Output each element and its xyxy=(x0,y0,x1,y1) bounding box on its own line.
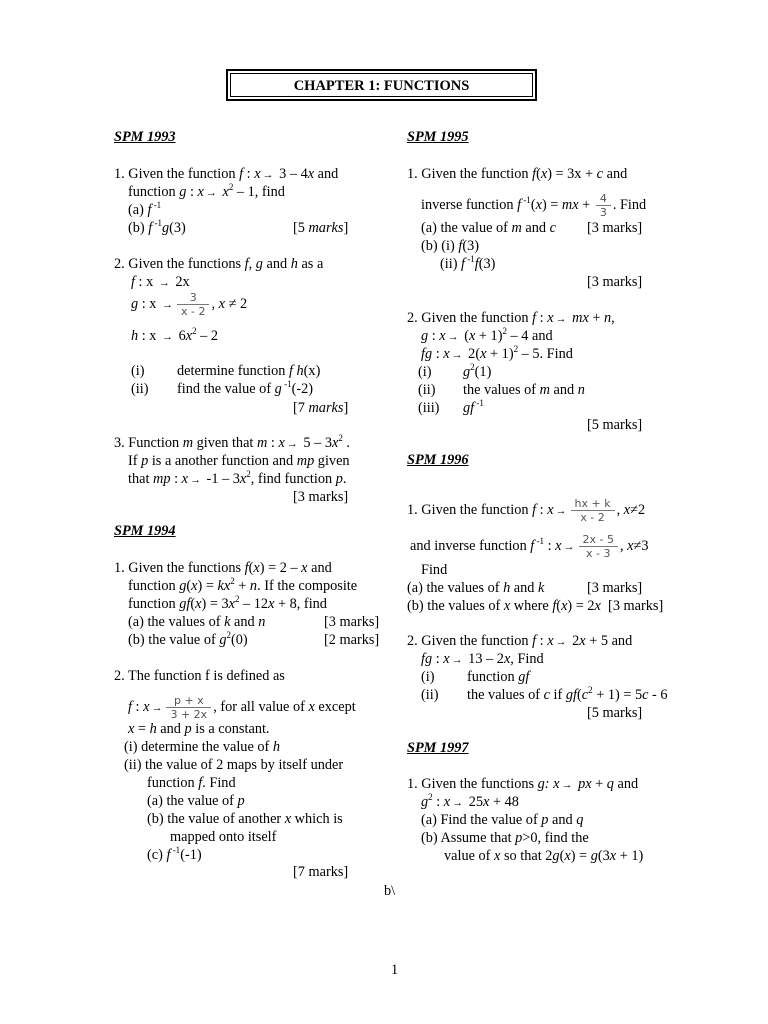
question-part-b: (b) f $^{-1}$g(3) xyxy=(128,218,186,236)
section-heading-spm-1994: SPM 1994 xyxy=(114,523,176,539)
arrow-icon: → xyxy=(205,187,217,199)
marks-label: [3 marks] xyxy=(587,580,643,596)
question-line: 2. Given the functions f, g and h as a xyxy=(114,256,324,272)
question-line: h : $x \to 6x^2 - 2$ xyxy=(131,326,219,344)
question-part-b: (b) (i) f(3) xyxy=(421,238,479,254)
arrow-icon: → xyxy=(451,349,463,361)
question-line: function $gf(x) = 3x^2 - 12x + 8$, find xyxy=(128,594,327,612)
arrow-icon: → xyxy=(162,298,173,311)
arrow-icon: → xyxy=(451,654,463,666)
section-heading-spm-1996: SPM 1996 xyxy=(407,452,469,468)
section-heading-spm-1997: SPM 1997 xyxy=(407,740,469,756)
question-line: f : x → $\frac{p + x}{3 + 2x}$ , for all value of x except xyxy=(128,694,356,721)
question-line: value of x so that 2g(x) = g(3x + 1) xyxy=(444,848,644,864)
question-part-a: (a) the value of m and c xyxy=(421,220,556,236)
section-heading-spm-1993: SPM 1993 xyxy=(114,129,176,145)
question-part-ii-text: the values of c if $gf(c^2 + 1) = 5c - 6$ xyxy=(467,685,668,703)
question-line: fg : $x \to 2(x + 1)^2 - 5$. Find xyxy=(421,344,573,362)
question-part-i-text: $g^2(1)$ xyxy=(463,362,492,380)
question-part-b: (b) the value of $g^2(0)$ xyxy=(128,630,248,648)
question-part-i: (i) xyxy=(418,364,432,380)
question-line: that mp : $x \to -1 - 3x^2$, find function p. xyxy=(128,469,347,487)
question-line: 2. Given the function f : x → mx + n, xyxy=(407,310,615,326)
marks-label: [5 marks] xyxy=(587,705,643,721)
marks-label: [3 marks] xyxy=(600,598,664,614)
question-part-ii-text: the values of m and n xyxy=(463,382,585,398)
question-line: 1. Given the functions g: x → px + q and xyxy=(407,776,639,792)
arrow-icon: → xyxy=(555,636,567,648)
marks-label: [5 marks] xyxy=(293,220,349,236)
question-part-a: (a) the value of p xyxy=(147,793,245,809)
marks-label: [5 marks] xyxy=(587,417,643,433)
question-part-iii: (iii) xyxy=(418,400,440,416)
question-part-iii-text: gf $^{-1}$ xyxy=(463,398,484,416)
question-part-a: (a) f $^{-1}$ xyxy=(128,200,162,218)
arrow-icon: → xyxy=(555,504,567,517)
question-part-ii: (ii) xyxy=(421,687,439,703)
question-line: 1. Given the function f : x → $\frac{hx + k}{x - 2}$ , x≠2 xyxy=(407,497,646,524)
question-line: Find xyxy=(421,562,448,578)
arrow-icon: → xyxy=(452,797,464,809)
fraction: $\frac{p + x}{3 + 2x}$ xyxy=(166,694,211,721)
arrow-icon: → xyxy=(447,331,459,343)
question-line: g : $x \to (x + 1)^2 - 4$ and xyxy=(421,326,553,344)
arrow-icon: → xyxy=(555,313,567,325)
marks-label: [3 marks] xyxy=(587,274,643,290)
marks-label: [7 marks] xyxy=(293,400,349,416)
question-line: 1. Given the function f : x → 3 – 4x and xyxy=(114,166,339,182)
stray-text: b\ xyxy=(384,883,396,899)
question-part-a: (a) the values of k and n xyxy=(128,614,266,630)
arrow-icon: → xyxy=(162,331,173,343)
question-line: function g : $x \to x^2 - 1$, find xyxy=(128,182,285,200)
question-line: 3. Function m given that m : $x \to 5 - 3x^2$ . xyxy=(114,433,350,451)
question-part-b: (b) the value of another x which is xyxy=(147,811,343,827)
arrow-icon: → xyxy=(189,474,201,486)
marks-label: [3 marks] xyxy=(324,614,380,630)
question-part-ii: (ii) xyxy=(418,382,436,398)
question-part-b: (b) the values of x where f(x) = 2x [3 marks] xyxy=(407,598,664,614)
question-line: mapped onto itself xyxy=(170,829,277,845)
question-part-i-text: determine function f h(x) xyxy=(177,363,321,379)
marks-label: [3 marks] xyxy=(587,220,643,236)
question-part-ii-text: find the value of g $^{-1}$(-2) xyxy=(177,379,314,397)
fraction: $\frac{3}{x - 2}$ xyxy=(177,291,209,318)
question-line: g : x → $\frac{3}{x - 2}$ , x ≠ 2 xyxy=(131,291,248,318)
question-part-i-text: function gf xyxy=(467,669,530,685)
question-part-b-ii: (ii) f $^{-1}$f(3) xyxy=(440,254,496,272)
marks-label: [2 marks] xyxy=(324,632,380,648)
arrow-icon: → xyxy=(158,277,170,289)
fraction: $\frac{2x - 5}{x - 3}$ xyxy=(579,533,618,560)
question-line: fg : x → 13 – 2x, Find xyxy=(421,651,544,667)
question-line: 1. Given the functions f(x) = 2 – x and xyxy=(114,560,332,576)
question-line: and inverse function f $^{-1}$ : x → $\frac{2x - 5}{x - 3}$ , x≠3 xyxy=(410,533,649,560)
question-line: function $g(x) = kx^2 + n$. If the composite xyxy=(128,576,358,594)
marks-label: [7 marks] xyxy=(293,864,349,880)
question-part-i: (i) xyxy=(131,363,145,379)
question-line: x = h and p is a constant. xyxy=(128,721,270,737)
chapter-title-box xyxy=(226,69,537,101)
question-part-a: (a) the values of h and k xyxy=(407,580,545,596)
question-line: 2. Given the function f : x → 2x + 5 and xyxy=(407,633,633,649)
arrow-icon: → xyxy=(262,169,274,181)
section-heading-spm-1995: SPM 1995 xyxy=(407,129,469,145)
question-line: f : x → 2x xyxy=(131,274,190,290)
question-part-c: (c) f $^{-1}$(-1) xyxy=(147,845,202,863)
arrow-icon: → xyxy=(286,438,298,450)
chapter-title: CHAPTER 1: FUNCTIONS xyxy=(230,73,533,97)
arrow-icon: → xyxy=(563,540,575,553)
question-part-b: (b) Assume that p>0, find the xyxy=(421,830,589,846)
question-line: $g^2$ : x → 25x + 48 xyxy=(421,792,519,810)
arrow-icon: → xyxy=(151,701,163,714)
arrow-icon: → xyxy=(561,779,573,791)
question-part-a: (a) Find the value of p and q xyxy=(421,812,584,828)
question-line: inverse function f $^{-1}$(x) = mx + $\frac{4}{3}$ . Find xyxy=(421,192,647,219)
fraction: $\frac{hx + k}{x - 2}$ xyxy=(571,497,615,524)
question-line: If p is a another function and mp given xyxy=(128,453,350,469)
page-number: 1 xyxy=(391,962,399,978)
question-part-i: (i) determine the value of h xyxy=(124,739,281,755)
question-part-ii: (ii) xyxy=(131,381,149,397)
marks-label: [3 marks] xyxy=(293,489,349,505)
question-part-i: (i) xyxy=(421,669,435,685)
question-line: 1. Given the function f(x) = 3x + c and xyxy=(407,166,628,182)
question-line: function f. Find xyxy=(147,775,236,791)
fraction: $\frac{4}{3}$ xyxy=(596,192,611,219)
question-part-ii: (ii) the value of 2 maps by itself under xyxy=(124,757,344,773)
question-line: 2. The function f is defined as xyxy=(114,668,285,684)
